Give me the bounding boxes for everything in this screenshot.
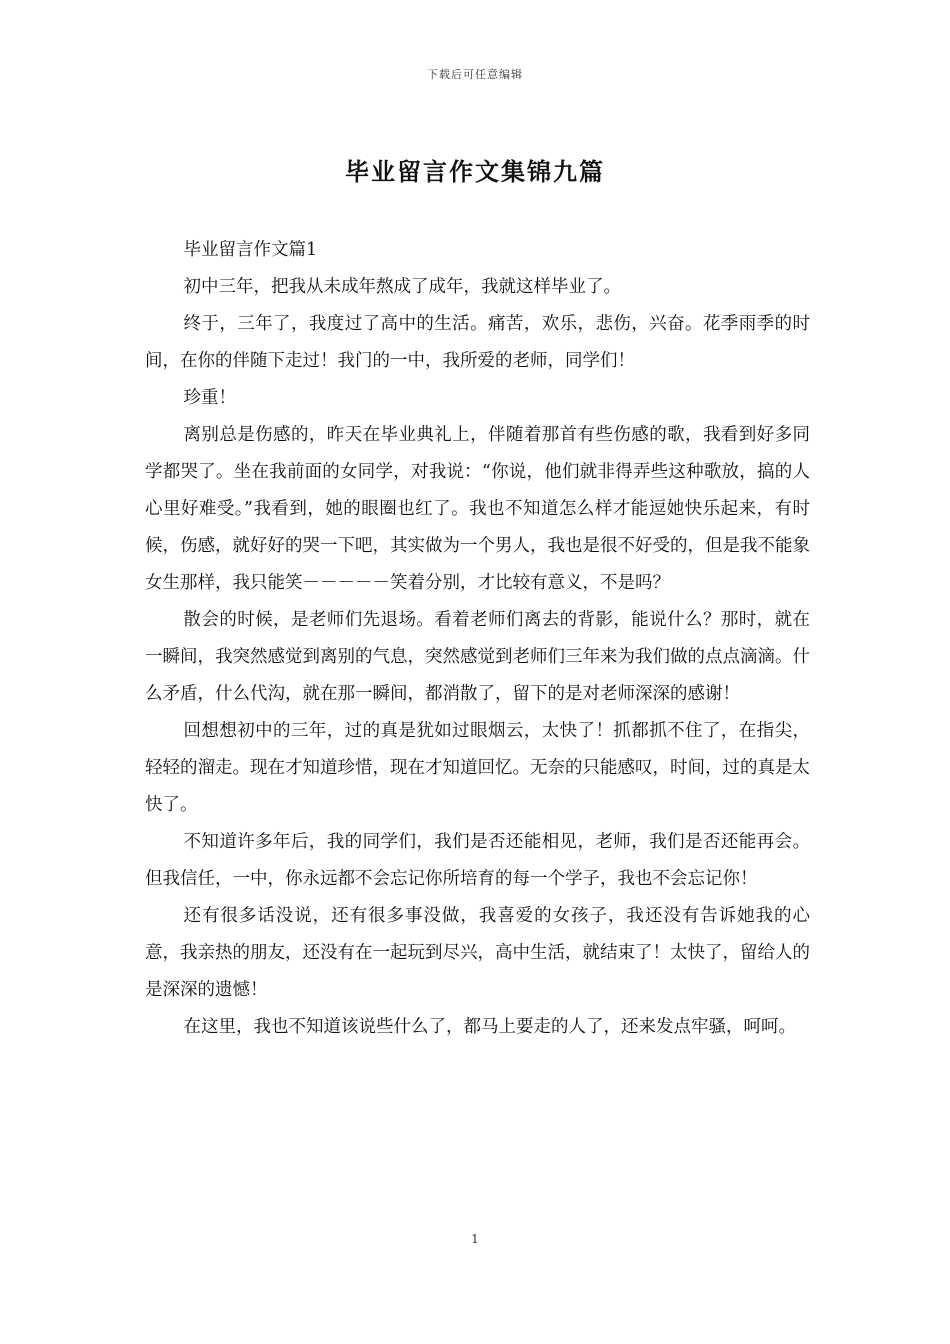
paragraph: 珍重！ [183, 388, 236, 408]
paragraph: 回想想初中的三年，过的真是犹如过眼烟云，太快了！抓都抓不住了，在指尖，轻轻的溜走。现在才知道珍惜，现在才知道回忆。无奈的只能感叹，时间，过的真是太快了。 [145, 721, 810, 815]
paragraph: 散会的时候，是老师们先退场。看着老师们离去的背影，能说什么？那时，就在一瞬间，我突然感觉到离别的气息，突然感觉到老师们三年来为我们做的点点滴滴。什么矛盾，什么代沟，就在那一瞬间，都消散了，留下的是对老师深深的感谢！ [145, 610, 810, 704]
document-title: 毕业留言作文集锦九篇 [345, 157, 605, 186]
section-heading: 毕业留言作文篇1 [183, 240, 318, 260]
paragraph: 初中三年，把我从未成年熬成了成年，我就这样毕业了。 [183, 277, 621, 297]
paragraph: 终于，三年了，我度过了高中的生活。痛苦，欢乐，悲伤，兴奋。花季雨季的时间，在你的伴随下走过！我门的一中，我所爱的老师，同学们！ [145, 314, 810, 371]
paragraph: 还有很多话没说，还有很多事没做，我喜爱的女孩子，我还没有告诉她我的心意，我亲热的朋友，还没有在一起玩到尽兴，高中生活，就结束了！太快了，留给人的是深深的遗憾！ [145, 906, 810, 1000]
header-note: 下载后可任意编辑 [427, 68, 523, 81]
document-body [145, 232, 810, 1046]
paragraph: 离别总是伤感的，昨天在毕业典礼上，伴随着那首有些伤感的歌，我看到好多同学都哭了。坐在我前面的女同学，对我说：“你说，他们就非得弄些这种歌放，搞的人心里好难受。”我看到，她的眼圈也红了。我也不知道怎么样才能逗她快乐起来，有时候，伤感，就好好的哭一下吧，其实做为一个男人，我也是很不好受的，但是我不能象女生那样，我只能笑－－－－－笑着分别，才比较有意义，不是吗？ [145, 425, 810, 593]
paragraph: 不知道许多年后，我的同学们，我们是否还能相见，老师，我们是否还能再会。但我信任，一中，你永远都不会忘记你所培育的每一个学子，我也不会忘记你！ [145, 832, 810, 889]
paragraph: 在这里，我也不知道该说些什么了，都马上要走的人了，还来发点牢骚，呵呵。 [183, 1017, 796, 1037]
page-number: 1 [471, 1232, 479, 1246]
